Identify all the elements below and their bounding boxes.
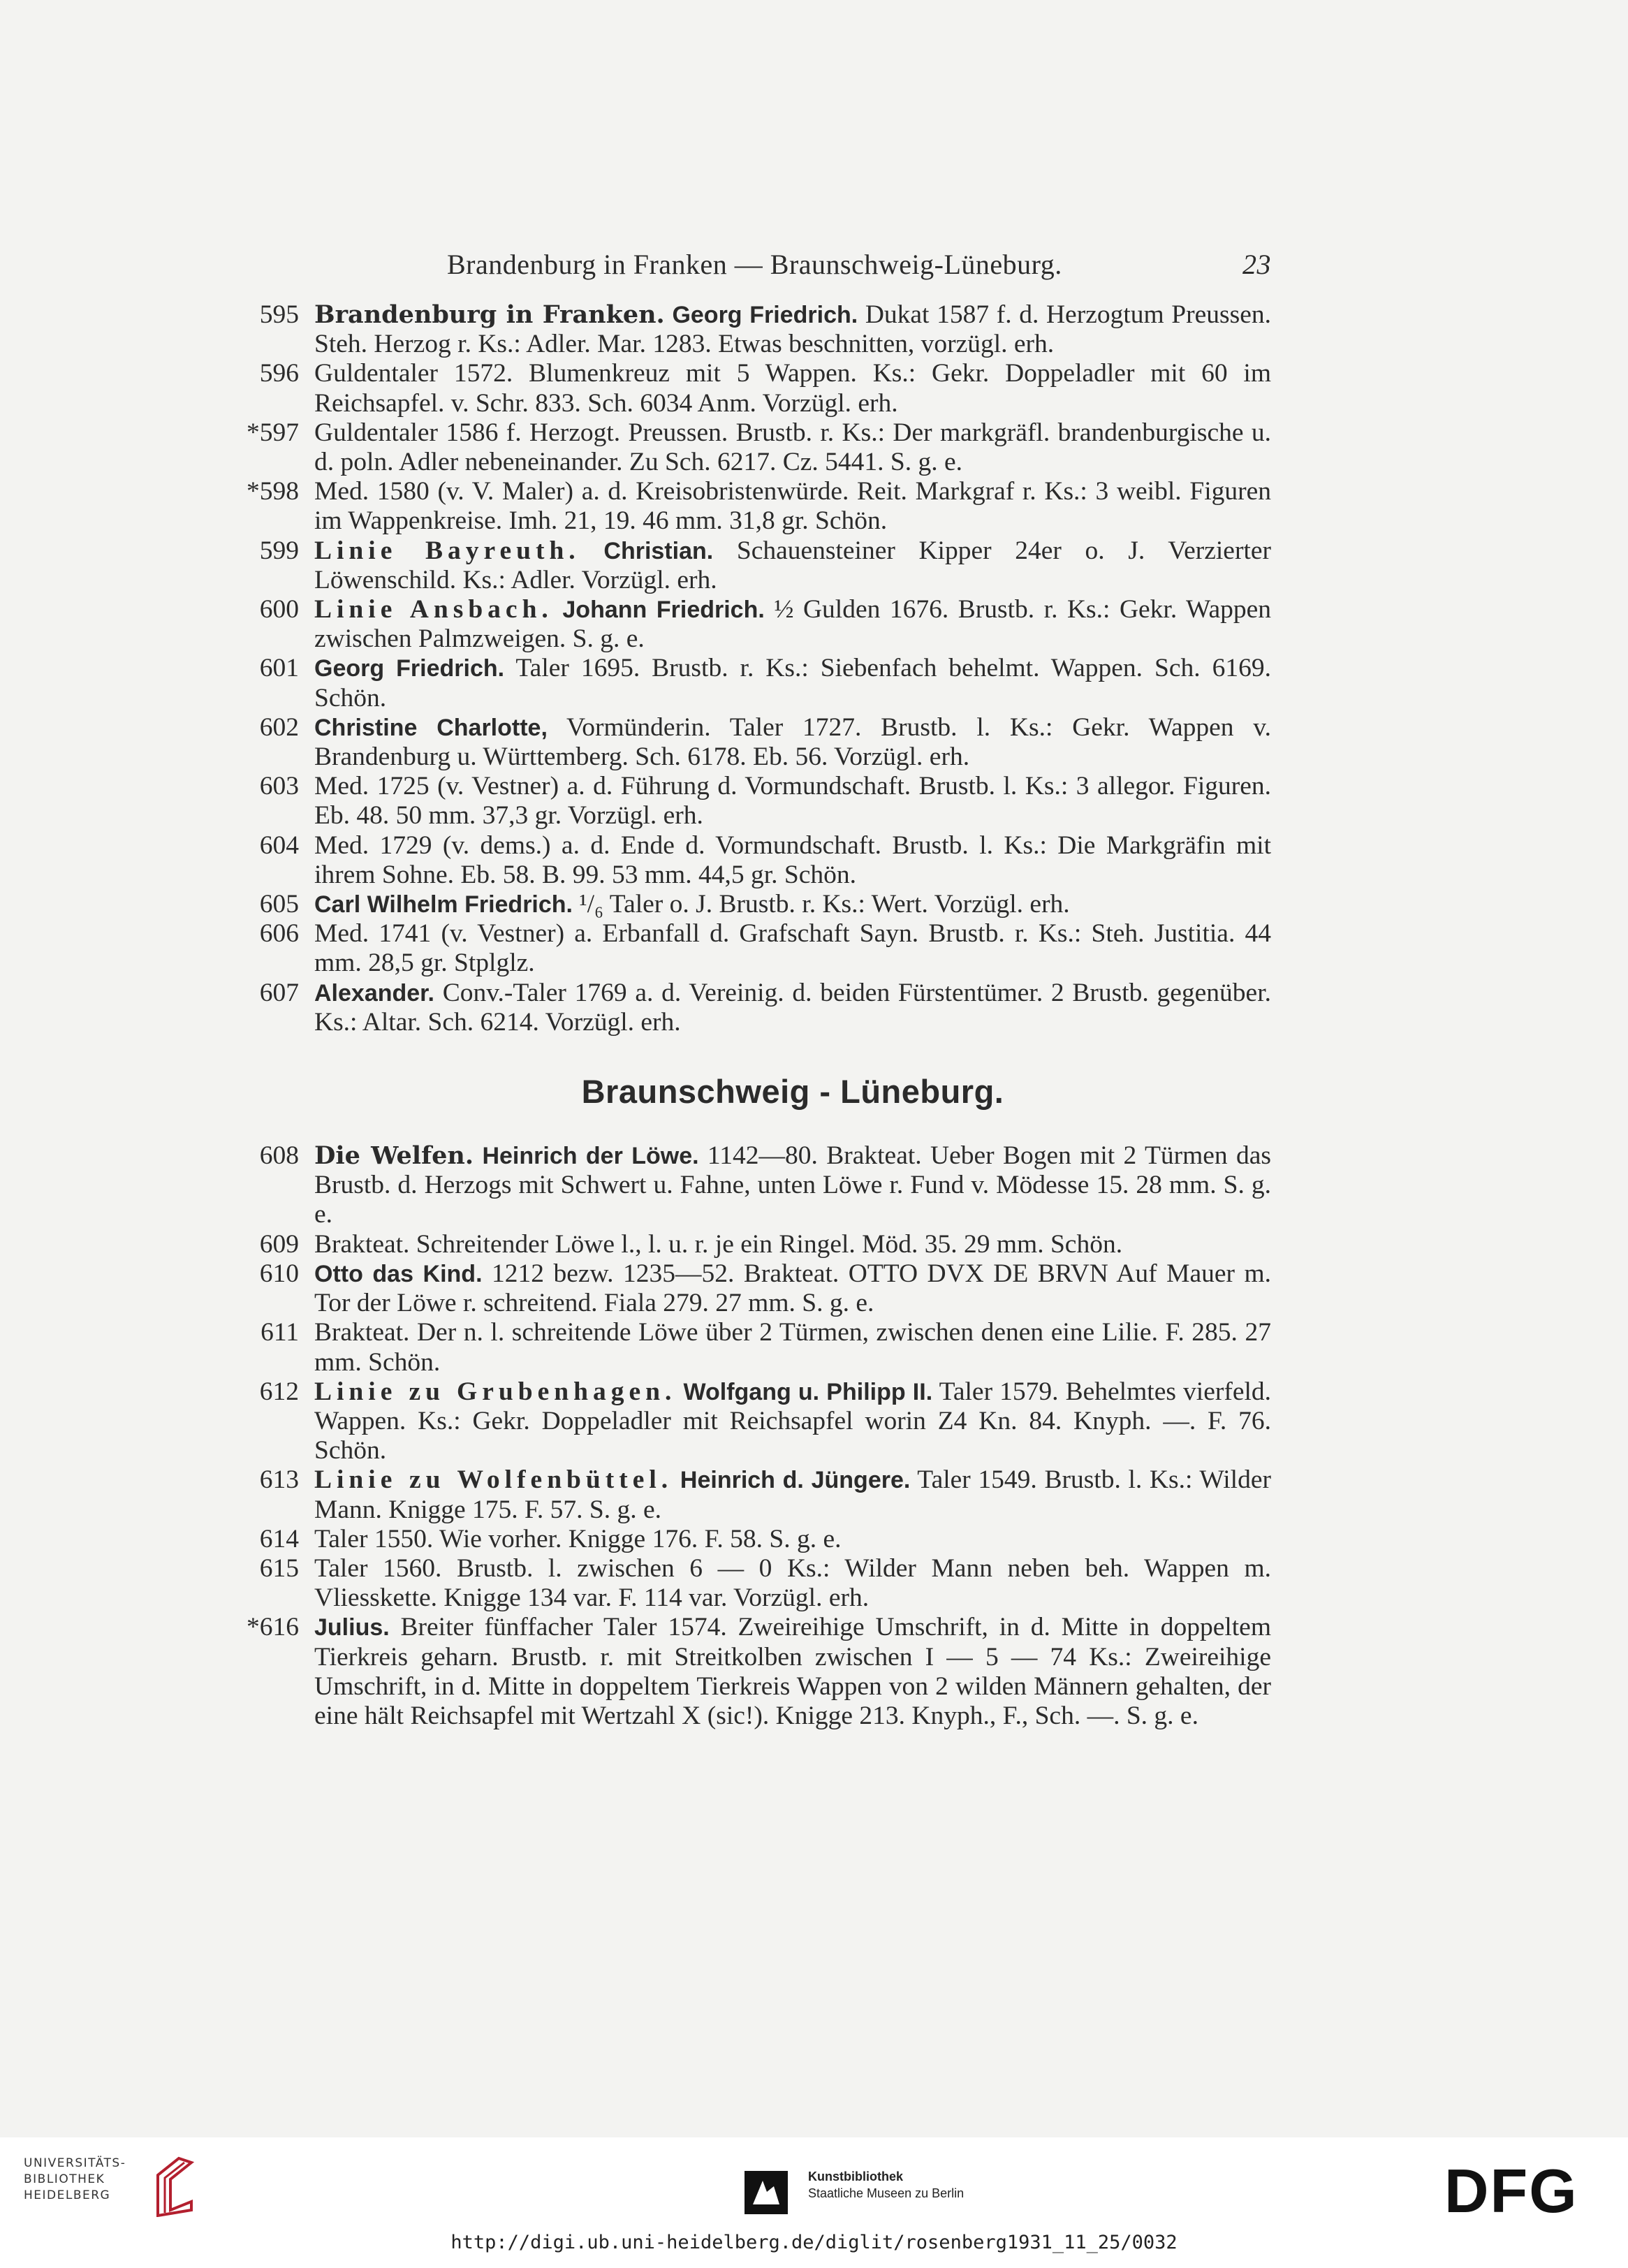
entry-description: 1212 bezw. 1235—52. Brakteat. OTTO DVX DE BRVN Auf Mauer m. Tor der Löwe r. schreitend. Fiala 279. 27 mm. S. g. e. xyxy=(314,1259,1271,1318)
entry-number: 605 xyxy=(259,890,299,919)
university-line: UNIVERSITÄTS- xyxy=(24,2156,126,2170)
university-line: HEIDELBERG xyxy=(24,2188,111,2202)
catalogue-entry xyxy=(237,919,1271,978)
page-number: 23 xyxy=(1242,249,1271,280)
line-heading: Linie Bayreuth. xyxy=(314,536,580,565)
entry-number: 614 xyxy=(259,1524,299,1553)
section-heading: Brandenburg in Franken. xyxy=(314,300,665,329)
catalogue-entry xyxy=(237,772,1271,831)
entry-number: *616 xyxy=(247,1613,299,1642)
entry-description: Dukat 1587 f. d. Herzogtum Preussen. Steh. Herzog r. Ks.: Adler. Mar. 1283. Etwas beschnitten, vorzügl. erh. xyxy=(314,300,1271,359)
entry-number: 611 xyxy=(261,1318,299,1347)
footer-bar xyxy=(0,2137,1628,2268)
catalogue-entry xyxy=(237,1141,1271,1230)
entry-description: Med. 1725 (v. Vestner) a. d. Führung d. Vormundschaft. Brustb. l. Ks.: 3 allegor. Figuren. Eb. 48. 50 mm. 37,3 gr. Vorzügl. erh. xyxy=(314,772,1271,831)
entry-description: Brakteat. Der n. l. schreitende Löwe über 2 Türmen, zwischen denen eine Lilie. F. 285. 27 mm. Schön. xyxy=(314,1318,1271,1377)
catalogue-entry xyxy=(237,890,1271,919)
catalogue-entry xyxy=(237,1377,1271,1466)
kunstbibliothek-logo-icon xyxy=(745,2171,788,2214)
entry-description: Vormünderin. Taler 1727. Brustb. l. Ks.: Gekr. Wappen v. Brandenburg u. Württemberg. Sch. 6178. Eb. 56. Vorzügl. erh. xyxy=(314,712,1271,772)
kunstbibliothek-text xyxy=(808,2168,964,2202)
entry-number: 595 xyxy=(259,300,299,329)
running-title: Brandenburg in Franken — Braunschweig-Lüneburg. xyxy=(447,249,1062,280)
catalogue-entries xyxy=(237,300,1271,1731)
ruler-name: Georg Friedrich. xyxy=(664,302,858,328)
section-heading: Die Welfen. xyxy=(314,1141,474,1171)
dfg-logo: DFG xyxy=(1444,2156,1578,2225)
entry-description: Guldentaler 1586 f. Herzogt. Preussen. Brustb. r. Ks.: Der markgräfl. brandenburgische u. d. poln. Adler nebeneinander. Zu Sch. 6217. Cz. 5441. S. g. e. xyxy=(314,418,1271,477)
entry-number: 599 xyxy=(259,536,299,565)
ruler-name: Christine Charlotte, xyxy=(314,714,548,741)
entry-number: 613 xyxy=(259,1465,299,1495)
catalogue-entry xyxy=(237,979,1271,1037)
university-library-name xyxy=(24,2156,126,2204)
entry-description: Breiter fünffacher Taler 1574. Zweireihige Umschrift, in d. Mitte in doppeltem Tierkreis geharn. Brustb. r. mit Streitkolben zwischen I — 5 — 74 Ks.: Zweireihige Umschrift, in d. Mitte in doppeltem Tierkreis Wappen von 2 wilden Männern gehalten, der eine hält Reichsapfel mit Wertzahl X (sic!). Knigge 213. Knyph., F., Sch. —. S. g. e. xyxy=(314,1613,1271,1730)
catalogue-entry xyxy=(237,713,1271,772)
catalogue-entry xyxy=(237,536,1271,595)
line-heading: Linie zu Wolfenbüttel. xyxy=(314,1465,673,1495)
entry-description: Med. 1741 (v. Vestner) a. Erbanfall d. Grafschaft Sayn. Brustb. r. Ks.: Steh. Justitia. 44 mm. 28,5 gr. Stplglz. xyxy=(314,919,1271,978)
ruler-name: Heinrich d. Jüngere. xyxy=(673,1467,911,1494)
entry-description: ¹/₆ Taler o. J. Brustb. r. Ks.: Wert. Vorzügl. erh. xyxy=(573,890,1070,919)
entry-number: *597 xyxy=(247,418,299,447)
running-header xyxy=(447,248,1271,281)
catalogue-entry xyxy=(237,1259,1271,1318)
catalogue-entry xyxy=(237,831,1271,890)
museum-label: Staatliche Museen zu Berlin xyxy=(808,2186,965,2200)
catalogue-entry xyxy=(237,1613,1271,1731)
entry-description: Taler 1560. Brustb. l. zwischen 6 — 0 Ks.: Wilder Mann neben beh. Wappen m. Vliesskette. Knigge 134 var. F. 114 var. Vorzügl. erh. xyxy=(314,1553,1271,1613)
section-title: Braunschweig - Lüneburg. xyxy=(581,1073,1004,1111)
catalogue-entry xyxy=(237,1465,1271,1524)
university-line: BIBLIOTHEK xyxy=(24,2172,105,2186)
entry-number: 596 xyxy=(259,359,299,388)
catalogue-entry xyxy=(237,477,1271,536)
entry-description: Conv.-Taler 1769 a. d. Vereinig. d. beiden Fürstentümer. 2 Brustb. gegenüber. Ks.: Altar. Sch. 6214. Vorzügl. erh. xyxy=(314,978,1271,1037)
entry-number: 602 xyxy=(259,712,299,742)
entry-description: Taler 1579. Behelmtes vierfeld. Wappen. Ks.: Gekr. Doppeladler mit Reichsapfel worin Z4 Kn. 84. Knyph. —. F. 76. Schön. xyxy=(314,1377,1272,1465)
ruler-name: Alexander. xyxy=(314,979,434,1007)
ruler-name: Wolfgang u. Philipp II. xyxy=(676,1378,933,1405)
ruler-name: Otto das Kind. xyxy=(314,1260,483,1287)
entry-number: *598 xyxy=(247,477,299,506)
kunstbibliothek-label: Kunstbibliothek xyxy=(808,2170,903,2183)
ruler-name: Johann Friedrich. xyxy=(552,597,765,624)
university-logo-icon xyxy=(151,2154,196,2217)
line-heading: Linie Ansbach. xyxy=(314,595,553,624)
entry-number: 609 xyxy=(259,1229,299,1259)
ruler-name: Georg Friedrich. xyxy=(314,655,505,682)
ruler-name: Christian. xyxy=(580,537,714,564)
ruler-name: Heinrich der Löwe. xyxy=(474,1143,699,1170)
entry-number: 600 xyxy=(259,595,299,624)
catalogue-entry xyxy=(237,595,1271,654)
entry-number: 604 xyxy=(259,831,299,860)
catalogue-entry xyxy=(237,300,1271,359)
entry-number: 607 xyxy=(259,978,299,1007)
entry-description: Brakteat. Schreitender Löwe l., l. u. r. je ein Ringel. Möd. 35. 29 mm. Schön. xyxy=(314,1229,1123,1259)
entry-description: Taler 1695. Brustb. r. Ks.: Siebenfach behelmt. Wappen. Sch. 6169. Schön. xyxy=(314,654,1271,712)
entry-description: 1142—80. Brakteat. Ueber Bogen mit 2 Türmen das Brustb. d. Herzogs mit Schwert u. Fahne, unten Löwe r. Fund v. Mödesse 15. 28 mm. S. g. e. xyxy=(314,1141,1271,1229)
entry-number: 601 xyxy=(259,654,299,683)
catalogue-entry xyxy=(237,1318,1271,1377)
entry-number: 610 xyxy=(259,1259,299,1288)
catalogue-entry xyxy=(237,1230,1271,1259)
catalogue-entry xyxy=(237,359,1271,418)
entry-description: Guldentaler 1572. Blumenkreuz mit 5 Wappen. Ks.: Gekr. Doppeladler mit 60 im Reichsapfel. v. Schr. 833. Sch. 6034 Anm. Vorzügl. erh. xyxy=(314,359,1271,418)
entry-number: 612 xyxy=(259,1377,299,1406)
entry-description: Med. 1580 (v. V. Maler) a. d. Kreisobristenwürde. Reit. Markgraf r. Ks.: 3 weibl. Figuren im Wappenkreise. Imh. 21, 19. 46 mm. 31,8 gr. Schön. xyxy=(314,477,1271,536)
entry-description: Schauensteiner Kipper 24er o. J. Verzierter Löwenschild. Ks.: Adler. Vorzügl. erh. xyxy=(314,536,1271,594)
catalogue-entry xyxy=(237,1525,1271,1554)
entry-list-brandenburg xyxy=(237,300,1271,1037)
entry-number: 606 xyxy=(259,919,299,949)
line-heading: Linie zu Grubenhagen. xyxy=(314,1377,677,1406)
catalogue-entry xyxy=(237,1554,1271,1613)
entry-description: Taler 1550. Wie vorher. Knigge 176. F. 58. S. g. e. xyxy=(314,1524,842,1553)
entry-number: 608 xyxy=(259,1141,299,1171)
entry-number: 615 xyxy=(259,1553,299,1583)
entry-description: Taler 1549. Brustb. l. Ks.: Wilder Mann. Knigge 175. F. 57. S. g. e. xyxy=(314,1465,1271,1524)
catalogue-entry xyxy=(237,418,1271,477)
catalogue-entry xyxy=(237,654,1271,712)
source-url[interactable]: http://digi.ub.uni-heidelberg.de/diglit/rosenberg1931_11_25/0032 xyxy=(450,2232,1178,2253)
entry-description: ½ Gulden 1676. Brustb. r. Ks.: Gekr. Wappen zwischen Palmzweigen. S. g. e. xyxy=(314,595,1271,654)
entry-number: 603 xyxy=(259,772,299,801)
ruler-name: Carl Wilhelm Friedrich. xyxy=(314,891,573,919)
entry-list-braunschweig xyxy=(237,1141,1271,1731)
ruler-name: Julius. xyxy=(314,1614,390,1641)
entry-description: Med. 1729 (v. dems.) a. d. Ende d. Vormundschaft. Brustb. l. Ks.: Die Markgräfin mit ihrem Sohne. Eb. 58. B. 99. 53 mm. 44,5 gr. Schön. xyxy=(314,831,1271,889)
